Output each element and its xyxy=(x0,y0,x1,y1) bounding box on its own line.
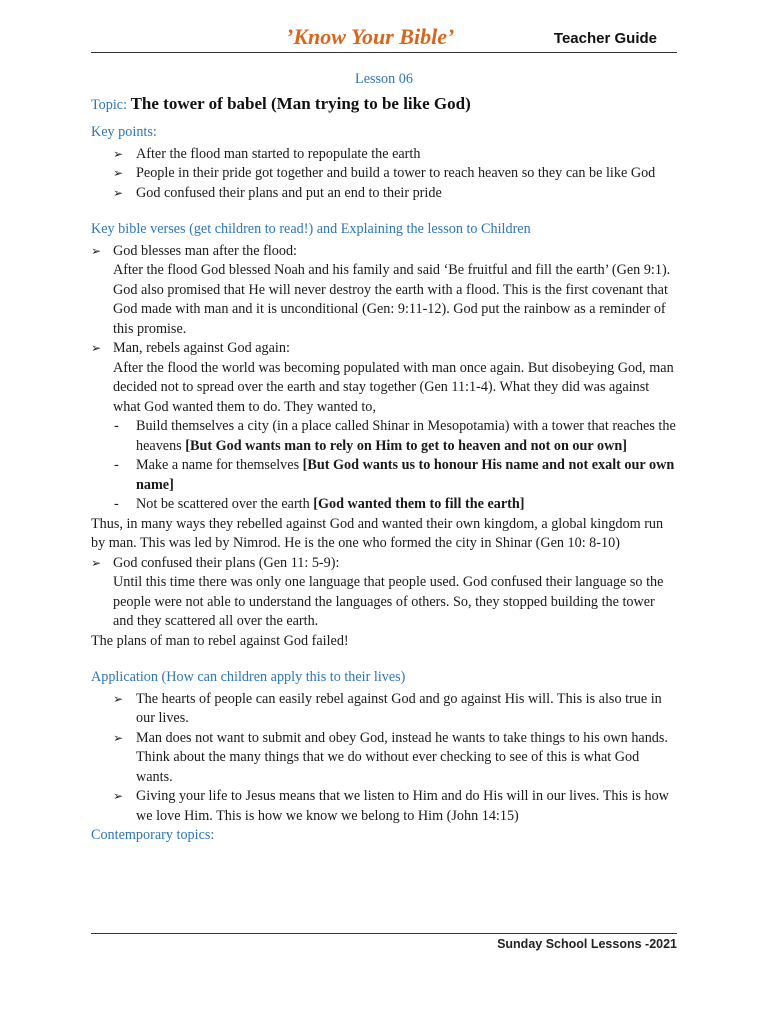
sub-item-emphasis: [But God wants us to honour His name and not exalt our own name] xyxy=(136,457,675,493)
sub-item-emphasis: [God wanted them to fill the earth] xyxy=(313,496,525,512)
dash-bullet-icon: - xyxy=(114,457,119,473)
rebellion-sublist xyxy=(91,417,677,515)
verse-item-title: God blesses man after the flood: xyxy=(113,242,297,259)
arrow-bullet-icon: ➢ xyxy=(91,341,102,355)
key-points-list xyxy=(91,145,677,204)
list-item xyxy=(91,184,677,204)
list-item-text: Man does not want to submit and obey God, instead he wants to take things to his own hands. Think about the many things that we do without ever checking to see of this is what God wants. xyxy=(136,729,668,785)
sub-item-text: Make a name for themselves xyxy=(136,457,303,473)
contemporary-heading: Contemporary topics: xyxy=(91,827,215,843)
application-heading: Application (How can children apply this to their lives) xyxy=(91,669,406,685)
verses-heading: Key bible verses (get children to read!) and Explaining the lesson to Children xyxy=(91,221,531,237)
dash-bullet-icon: - xyxy=(114,418,119,434)
dash-bullet-icon: - xyxy=(114,496,119,512)
list-item-text: The hearts of people can easily rebel against God and go against His will. This is also true in our lives. xyxy=(136,690,662,726)
list-item xyxy=(91,729,677,788)
key-points-heading: Key points: xyxy=(91,124,157,140)
arrow-bullet-icon: ➢ xyxy=(113,789,124,803)
list-item-text: After the flood man started to repopulate the earth xyxy=(136,145,421,162)
teacher-guide-label: Teacher Guide xyxy=(553,30,657,47)
application-list xyxy=(91,690,677,827)
sub-list-item xyxy=(91,417,677,456)
topic-text: The tower of babel (Man trying to be like God) xyxy=(130,93,471,113)
arrow-bullet-icon: ➢ xyxy=(113,185,124,200)
verse-item-title: Man, rebels against God again: xyxy=(113,340,290,356)
list-item xyxy=(91,164,677,184)
summary-paragraph: Thus, in many ways they rebelled against God and wanted their own kingdom, a global kingdom run by man. This was led by Nimrod. He is the one who formed the city in Shinar (Gen 10: 8-10) xyxy=(91,515,664,551)
verse-item-body: After the flood God blessed Noah and his family and said ‘Be fruitful and fill the earth’ (Gen 9:1). God also promised that He will never destroy the earth with a flood. This is the first covenant that God made with man and it is unconditional (Gen: 9:11-12). God put the rainbow as a reminder of this promise. xyxy=(113,262,671,337)
verse-item-title: God confused their plans (Gen 11: 5-9): xyxy=(113,554,340,571)
sub-list-item xyxy=(91,495,677,515)
lesson-content xyxy=(91,70,677,846)
arrow-bullet-icon: ➢ xyxy=(91,243,102,258)
verse-item-body: Until this time there was only one language that people used. God confused their language so the people were not able to understand the languages of others. So, they stopped building the tower and they scattered all over the earth. xyxy=(113,574,664,629)
list-item xyxy=(91,554,677,632)
arrow-bullet-icon: ➢ xyxy=(91,555,102,570)
header-divider xyxy=(91,52,677,53)
verses-list xyxy=(91,242,677,418)
confused-list xyxy=(91,554,677,632)
conclusion-line: The plans of man to rebel against God failed! xyxy=(91,632,349,649)
page-header xyxy=(91,22,677,54)
list-item-text: People in their pride got together and build a tower to reach heaven so they can be like God xyxy=(136,165,656,181)
list-item xyxy=(91,690,677,729)
verse-item-body: After the flood the world was becoming populated with man once again. But disobeying God, man decided not to spread over the earth and stay together (Gen 11:1-4). What they did was against what God wanted them to do. They wanted to, xyxy=(113,359,674,415)
list-item-text: Giving your life to Jesus means that we listen to Him and do His will in our lives. This is how we love Him. This is how we know we belong to Him (John 14:15) xyxy=(136,788,669,824)
sub-item-text: Not be scattered over the earth xyxy=(136,496,314,512)
document-title: ’Know Your Bible’ xyxy=(286,24,455,49)
footer-divider xyxy=(91,933,677,934)
list-item xyxy=(91,145,677,165)
sub-list-item xyxy=(91,456,677,495)
arrow-bullet-icon: ➢ xyxy=(113,166,124,180)
list-item xyxy=(91,339,677,417)
list-item xyxy=(91,242,677,340)
list-item xyxy=(91,787,677,826)
sub-item-text: Build themselves a city (in a place called Shinar in Mesopotamia) with a tower that reaches the heavens xyxy=(136,418,676,454)
sub-item-emphasis: [But God wants man to rely on Him to get to heaven and not on our own] xyxy=(185,437,627,454)
arrow-bullet-icon: ➢ xyxy=(113,730,124,745)
arrow-bullet-icon: ➢ xyxy=(113,691,124,706)
list-item-text: God confused their plans and put an end to their pride xyxy=(136,184,442,201)
topic-line xyxy=(91,94,677,116)
topic-label: Topic: xyxy=(91,96,128,113)
lesson-number: Lesson 06 xyxy=(355,71,413,87)
arrow-bullet-icon: ➢ xyxy=(113,146,124,161)
footer-label: Sunday School Lessons -2021 xyxy=(497,937,677,951)
